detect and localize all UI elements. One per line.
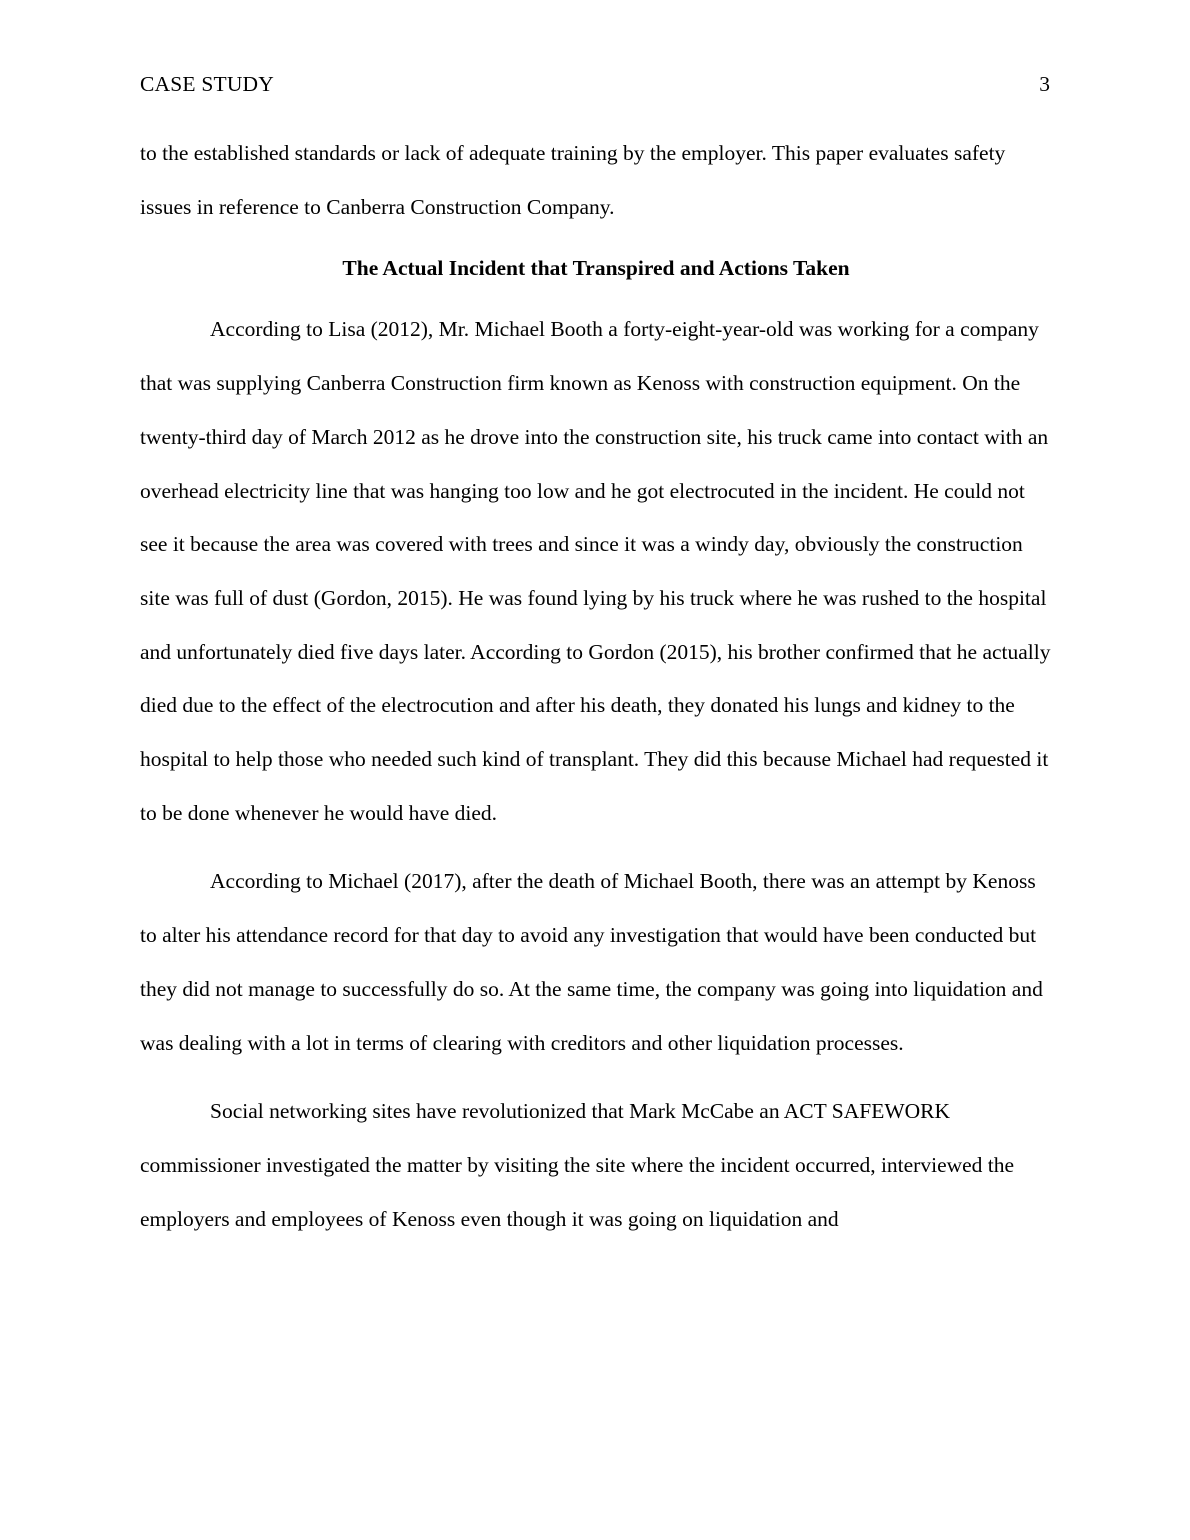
section-heading: The Actual Incident that Transpired and Actions Taken: [342, 256, 850, 281]
running-head: CASE STUDY: [140, 72, 275, 96]
body-paragraph-1: According to Lisa (2012), Mr. Michael Booth a forty-eight-year-old was working for a company that was supplying Canberra Construction firm known as Kenoss with construction equipment. On the twenty-third day of March 2012 as he drove into the construction site, his truck came into contact with an overhead electricity line that was hanging too low and he got electrocuted in the incident. He could not see it because the area was covered with trees and since it was a windy day, obviously the construction site was full of dust (Gordon, 2015). He was found lying by his truck where he was rushed to the hospital and unfortunately died five days later. According to Gordon (2015), his brother confirmed that he actually died due to the effect of the electrocution and after his death, they donated his lungs and kidney to the hospital to help those who needed such kind of transplant. They did this because Michael had requested it to be done whenever he would have died.: [140, 317, 1051, 825]
body-paragraph-2: According to Michael (2017), after the death of Michael Booth, there was an attempt by Kenoss to alter his attendance record for that day to avoid any investigation that would have been conducted but they did not manage to successfully do so. At the same time, the company was going into liquidation and was dealing with a lot in terms of clearing with creditors and other liquidation processes.: [140, 869, 1043, 1055]
page-number: 3: [1039, 72, 1050, 96]
continued-paragraph: to the established standards or lack of adequate training by the employer. This paper evaluates safety issues in reference to Canberra Construction Company.: [140, 141, 1006, 219]
document-body: [140, 127, 1052, 1246]
body-paragraph-3: Social networking sites have revolutionized that Mark McCabe an ACT SAFEWORK commissioner investigated the matter by visiting the site where the incident occurred, interviewed the employers and employees of Kenoss even though it was going on liquidation and: [140, 1099, 1015, 1231]
